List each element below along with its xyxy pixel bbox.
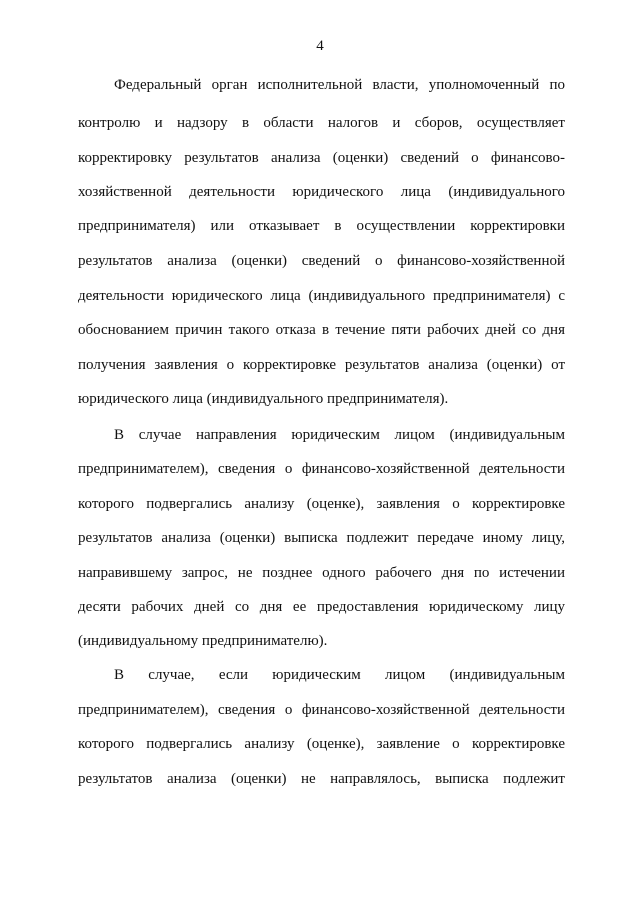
paragraph-1-line-7: деятельности юридического лица (индивидуального предпринимателя) с — [78, 288, 565, 304]
paragraph-1-line-9: получения заявления о корректировке результатов анализа (оценки) от — [78, 357, 565, 373]
paragraph-1-line-1: Федеральный орган исполнительной власти, уполномоченный по — [114, 77, 565, 93]
paragraph-2-line-6: десяти рабочих дней со дня ее предоставления юридическому лицу — [78, 599, 565, 615]
paragraph-3-line-1: В случае, если юридическим лицом (индивидуальным — [114, 667, 565, 683]
paragraph-2-line-2: предпринимателем), сведения о финансово-хозяйственной деятельности — [78, 461, 565, 477]
paragraph-2-line-4: результатов анализа (оценки) выписка подлежит передаче иному лицу, — [78, 530, 565, 546]
paragraph-1-line-6: результатов анализа (оценки) сведений о финансово-хозяйственной — [78, 253, 565, 269]
page-number: 4 — [316, 38, 324, 54]
paragraph-2-line-7: (индивидуальному предпринимателю). — [78, 633, 328, 649]
paragraph-2-line-5: направившему запрос, не позднее одного рабочего дня по истечении — [78, 565, 565, 581]
paragraph-2-line-3: которого подвергались анализу (оценке), заявления о корректировке — [78, 496, 565, 512]
paragraph-3-line-3: которого подвергались анализу (оценке), заявление о корректировке — [78, 736, 565, 752]
paragraph-1-line-3: корректировку результатов анализа (оценки) сведений о финансово- — [78, 150, 565, 166]
paragraph-1-line-5: предпринимателя) или отказывает в осуществлении корректировки — [78, 218, 565, 234]
paragraph-1-line-2: контролю и надзору в области налогов и сборов, осуществляет — [78, 115, 565, 131]
paragraph-2-line-1: В случае направления юридическим лицом (индивидуальным — [114, 427, 565, 443]
paragraph-1-line-10: юридического лица (индивидуального предпринимателя). — [78, 391, 449, 407]
paragraph-3-line-4: результатов анализа (оценки) не направлялось, выписка подлежит — [78, 771, 565, 787]
paragraph-3-line-2: предпринимателем), сведения о финансово-хозяйственной деятельности — [78, 702, 565, 718]
paragraph-1-line-8: обоснованием причин такого отказа в течение пяти рабочих дней со дня — [78, 322, 565, 338]
paragraph-1-line-4: хозяйственной деятельности юридического лица (индивидуального — [78, 184, 565, 200]
